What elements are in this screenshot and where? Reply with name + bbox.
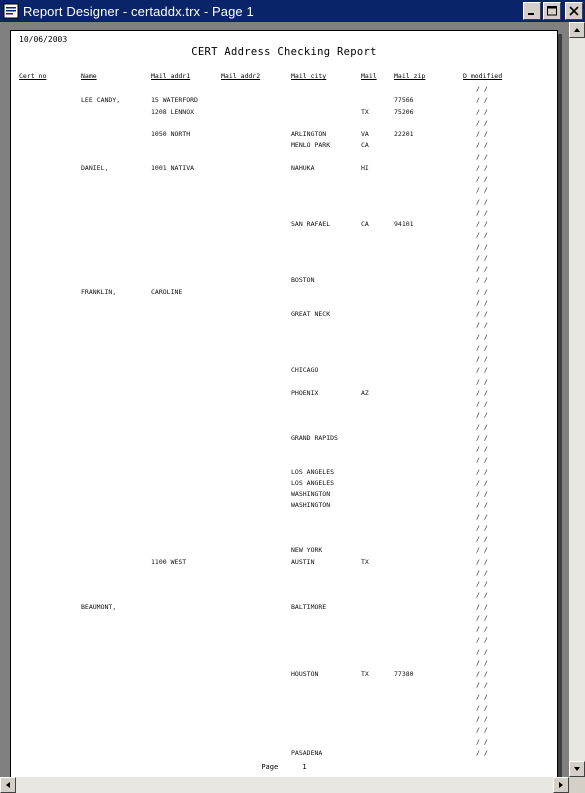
cell-modified: / /: [476, 310, 488, 318]
column-header-cert-no: Cert_no: [19, 72, 47, 80]
vertical-scrollbar[interactable]: [569, 22, 585, 777]
table-row: [11, 500, 557, 511]
table-row: [11, 343, 557, 354]
table-row: [11, 590, 557, 601]
table-row: [11, 118, 557, 129]
cell-modified: / /: [476, 602, 488, 611]
column-header-name: Name: [81, 72, 97, 80]
scrollbar-corner: [569, 777, 585, 793]
cell-modified: / /: [476, 388, 488, 397]
cell-modified: / /: [476, 231, 488, 240]
window-title: Report Designer - certaddx.trx - Page 1: [23, 3, 254, 19]
table-row: [11, 253, 557, 264]
cell-modified: / /: [476, 242, 488, 251]
cell-city: BOSTON: [291, 276, 315, 285]
cell-city: CHICAGO: [291, 366, 319, 375]
table-row: [11, 602, 557, 613]
close-button[interactable]: [565, 2, 583, 20]
table-row: [11, 635, 557, 646]
cell-name: BEAUMONT,: [81, 602, 117, 611]
cell-modified: / /: [476, 118, 488, 127]
cell-addr1: 15 WATERFORD: [151, 96, 198, 105]
cell-modified: / /: [476, 445, 488, 453]
column-header-d-modified: D_modified: [463, 72, 503, 80]
cell-modified: / /: [476, 670, 488, 678]
column-header-mail-city: Mail_city: [291, 72, 327, 80]
table-row: [11, 613, 557, 624]
window-controls: [523, 2, 583, 20]
cell-city: GRAND RAPIDS: [291, 433, 338, 442]
cell-city: SAN RAFAEL: [291, 220, 331, 228]
cell-state: CA: [361, 141, 369, 150]
arrow-down-icon: [573, 765, 581, 773]
report-date: 10/06/2003: [19, 35, 68, 44]
cell-modified: / /: [476, 625, 488, 633]
cell-modified: / /: [476, 208, 488, 217]
table-row: [11, 84, 557, 95]
cell-modified: / /: [476, 355, 488, 363]
cell-zip: 75206: [394, 107, 414, 116]
table-row: [11, 219, 557, 230]
cell-zip: 22201: [394, 130, 414, 138]
cell-modified: / /: [476, 253, 488, 262]
maximize-icon: [547, 6, 557, 16]
cell-modified: / /: [476, 737, 488, 746]
minimize-icon: [527, 6, 537, 16]
cell-modified: / /: [476, 377, 488, 386]
cell-modified: / /: [476, 343, 488, 352]
table-row: [11, 422, 557, 433]
cell-city: HOUSTON: [291, 670, 319, 678]
table-row: [11, 523, 557, 534]
table-row: [11, 489, 557, 500]
scroll-down-button[interactable]: [569, 761, 585, 777]
table-row: [11, 534, 557, 545]
cell-state: AZ: [361, 388, 369, 397]
table-row: [11, 129, 557, 140]
cell-modified: / /: [476, 591, 488, 600]
cell-modified: / /: [476, 647, 488, 656]
cell-modified: / /: [476, 130, 488, 138]
cell-modified: / /: [476, 557, 488, 566]
report-designer-icon: [3, 3, 19, 19]
report-preview-area: [0, 22, 569, 777]
cell-modified: / /: [476, 298, 488, 307]
table-row: [11, 737, 557, 748]
table-row: [11, 185, 557, 196]
table-row: [11, 703, 557, 714]
table-row: [11, 680, 557, 691]
cell-modified: / /: [476, 85, 488, 93]
cell-name: FRANKLIN,: [81, 287, 117, 296]
table-row: [11, 512, 557, 523]
cell-city: NEW YORK: [291, 546, 323, 555]
cell-addr1: 1208 LENNOX: [151, 107, 195, 116]
arrow-up-icon: [573, 26, 581, 34]
cell-modified: / /: [476, 580, 488, 588]
table-row: [11, 692, 557, 703]
cell-state: TX: [361, 107, 369, 116]
cell-modified: / /: [476, 456, 488, 465]
cell-modified: / /: [476, 107, 488, 116]
scroll-right-button[interactable]: [553, 777, 569, 793]
cell-modified: / /: [476, 96, 488, 105]
table-row: [11, 354, 557, 365]
cell-city: PHOENIX: [291, 388, 319, 397]
window-titlebar[interactable]: [0, 0, 585, 22]
cell-city: WASHINGTON: [291, 501, 331, 510]
cell-city: ARLINGTON: [291, 130, 327, 138]
cell-zip: 94101: [394, 220, 414, 228]
cell-city: PASADENA: [291, 748, 323, 757]
minimize-button[interactable]: [523, 2, 541, 20]
report-page: [10, 30, 558, 777]
table-row: [11, 410, 557, 421]
table-row: [11, 287, 557, 298]
table-row: [11, 152, 557, 163]
cell-zip: 77380: [394, 670, 414, 678]
column-header-mail-addr2: Mail_addr2: [221, 72, 261, 80]
table-row: [11, 332, 557, 343]
cell-modified: / /: [476, 163, 488, 172]
cell-city: BALTIMORE: [291, 602, 327, 611]
cell-modified: / /: [476, 220, 488, 228]
cell-addr1: CAROLINE: [151, 287, 183, 296]
table-row: [11, 545, 557, 556]
table-row: [11, 365, 557, 376]
page-label: Page: [261, 763, 279, 771]
cell-modified: / /: [476, 613, 488, 622]
table-row: [11, 388, 557, 399]
table-row: [11, 275, 557, 286]
table-row: [11, 309, 557, 320]
table-row: [11, 140, 557, 151]
cell-modified: / /: [476, 287, 488, 296]
table-row: [11, 714, 557, 725]
table-row: [11, 208, 557, 219]
cell-modified: / /: [476, 433, 488, 442]
cell-city: AUSTIN: [291, 557, 315, 566]
close-icon: [569, 6, 579, 16]
cell-modified: / /: [476, 546, 488, 555]
cell-addr1: 1050 NORTH: [151, 130, 191, 138]
cell-modified: / /: [476, 703, 488, 712]
table-row: [11, 197, 557, 208]
cell-modified: / /: [476, 152, 488, 161]
column-header-mail-state: Mail: [361, 72, 377, 80]
maximize-button[interactable]: [543, 2, 561, 20]
cell-modified: / /: [476, 636, 488, 645]
table-row: [11, 467, 557, 478]
table-row: [11, 298, 557, 309]
cell-city: GREAT NECK: [291, 310, 331, 318]
cell-modified: / /: [476, 478, 488, 487]
table-row: [11, 748, 557, 759]
table-row: [11, 725, 557, 736]
page-number: 1: [302, 763, 307, 771]
cell-state: TX: [361, 670, 369, 678]
table-row: [11, 433, 557, 444]
cell-city: LOS ANGELES: [291, 478, 335, 487]
arrow-left-icon: [4, 781, 12, 789]
cell-modified: / /: [476, 332, 488, 341]
table-row: [11, 557, 557, 568]
cell-state: TX: [361, 557, 369, 566]
report-title: CERT Address Checking Report: [191, 46, 377, 58]
cell-modified: / /: [476, 568, 488, 577]
cell-modified: / /: [476, 467, 488, 476]
table-row: [11, 264, 557, 275]
cell-modified: / /: [476, 512, 488, 521]
cell-modified: / /: [476, 490, 488, 498]
column-header-mail-zip: Mail_zip: [394, 72, 426, 80]
table-row: [11, 658, 557, 669]
table-row: [11, 669, 557, 680]
cell-state: HI: [361, 163, 369, 172]
cell-city: NAHUKA: [291, 163, 315, 172]
table-row: [11, 444, 557, 455]
cell-state: VA: [361, 130, 369, 138]
column-header-mail-addr1: Mail_addr1: [151, 72, 191, 80]
table-row: [11, 624, 557, 635]
cell-modified: / /: [476, 715, 488, 723]
table-row: [11, 174, 557, 185]
scroll-left-button[interactable]: [0, 777, 16, 793]
cell-modified: / /: [476, 366, 488, 375]
cell-modified: / /: [476, 535, 488, 543]
cell-modified: / /: [476, 748, 488, 757]
scroll-up-button[interactable]: [569, 22, 585, 38]
arrow-right-icon: [557, 781, 565, 789]
table-row: [11, 163, 557, 174]
cell-addr1: 1100 WEST: [151, 557, 187, 566]
cell-modified: / /: [476, 422, 488, 431]
cell-modified: / /: [476, 141, 488, 150]
cell-name: LEE CANDY,: [81, 96, 121, 105]
table-row: [11, 399, 557, 410]
table-row: [11, 455, 557, 466]
cell-addr1: 1001 NATIVA: [151, 163, 195, 172]
cell-city: WASHINGTON: [291, 490, 331, 498]
table-row: [11, 579, 557, 590]
cell-modified: / /: [476, 276, 488, 285]
report-footer: [11, 763, 557, 771]
cell-modified: / /: [476, 186, 488, 195]
table-row: [11, 647, 557, 658]
cell-city: MENLO PARK: [291, 141, 331, 150]
cell-name: DANIEL,: [81, 163, 109, 172]
cell-modified: / /: [476, 726, 488, 735]
cell-modified: / /: [476, 321, 488, 330]
table-row: [11, 230, 557, 241]
table-row: [11, 320, 557, 331]
cell-modified: / /: [476, 658, 488, 667]
horizontal-scrollbar[interactable]: [0, 777, 569, 793]
cell-modified: / /: [476, 265, 488, 273]
table-row: [11, 478, 557, 489]
table-row: [11, 242, 557, 253]
report-rows: [11, 84, 557, 759]
cell-zip: 77566: [394, 96, 414, 105]
cell-modified: / /: [476, 501, 488, 510]
cell-modified: / /: [476, 692, 488, 701]
table-row: [11, 377, 557, 388]
table-row: [11, 568, 557, 579]
cell-modified: / /: [476, 681, 488, 690]
cell-modified: / /: [476, 400, 488, 408]
cell-city: LOS ANGELES: [291, 467, 335, 476]
table-row: [11, 107, 557, 118]
cell-modified: / /: [476, 523, 488, 532]
cell-state: CA: [361, 220, 369, 228]
cell-modified: / /: [476, 175, 488, 183]
cell-modified: / /: [476, 197, 488, 206]
table-row: [11, 95, 557, 106]
cell-modified: / /: [476, 411, 488, 420]
